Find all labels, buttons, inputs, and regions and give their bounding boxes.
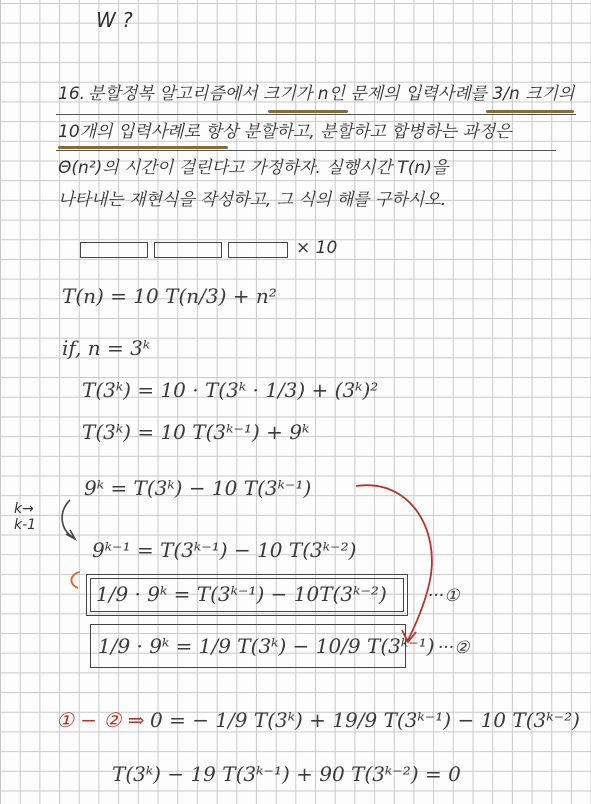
step-4: 9ᵏ⁻¹ = T(3ᵏ⁻¹) − 10 T(3ᵏ⁻²) [92, 538, 357, 562]
problem-line-3: Θ(n²)의 시간이 걸린다고 가정하자. 실행시간 T(n)을 [58, 158, 449, 178]
problem-line-1: 분할정복 알고리즘에서 크기가 n인 문제의 입력사례를 3/n 크기의 [88, 84, 575, 104]
equation-tag-1: ···① [428, 586, 460, 606]
step-8: T(3ᵏ) − 19 T(3ᵏ⁻¹) + 90 T(3ᵏ⁻²) = 0 [112, 762, 461, 786]
step-1: T(3ᵏ) = 10 · T(3ᵏ · 1/3) + (3ᵏ)² [82, 378, 379, 402]
side-note-k-minus-1: k-1 [14, 517, 37, 533]
step-3: 9ᵏ = T(3ᵏ) − 10 T(3ᵏ⁻¹) [84, 476, 312, 500]
problem-number: 16. [58, 84, 86, 104]
subtraction-label: ① − ② ⇒ [56, 708, 145, 732]
underline [56, 114, 576, 115]
problem-line-2: 10개의 입력사례로 항상 분할하고, 분할하고 합병하는 과정은 [58, 122, 512, 142]
step-2: T(3ᵏ) = 10 T(3ᵏ⁻¹) + 9ᵏ [82, 420, 310, 444]
step-7: 0 = − 1/9 T(3ᵏ) + 19/9 T(3ᵏ⁻¹) − 10 T(3ᵏ⁻²) [150, 708, 580, 732]
arrowhead-black [66, 530, 75, 539]
underline [56, 150, 556, 151]
step-5: 1/9 · 9ᵏ = T(3ᵏ⁻¹) − 10T(3ᵏ⁻²) [96, 582, 387, 606]
equation-tag-2: ···② [438, 638, 470, 658]
side-note-k: k→ [14, 501, 34, 517]
curved-arrow-red [356, 485, 432, 640]
curved-arrow-orange [71, 572, 80, 588]
underline-highlight [486, 110, 574, 113]
problem-line-4: 나타내는 재현식을 작성하고, 그 식의 해를 구하시오. [58, 190, 447, 210]
subproblem-box [154, 242, 222, 258]
times-ten-label: × 10 [296, 238, 338, 258]
subproblem-box [228, 242, 288, 258]
substitution: if, n = 3ᵏ [62, 336, 151, 360]
subproblem-box [80, 242, 148, 258]
top-note: W ? [96, 8, 133, 32]
step-6: 1/9 · 9ᵏ = 1/9 T(3ᵏ) − 10/9 T(3ᵏ⁻¹) [98, 634, 435, 658]
underline-highlight [268, 110, 348, 113]
recurrence: T(n) = 10 T(n/3) + n² [62, 284, 277, 308]
curved-arrow-black [62, 500, 74, 538]
underline-highlight [58, 146, 228, 149]
